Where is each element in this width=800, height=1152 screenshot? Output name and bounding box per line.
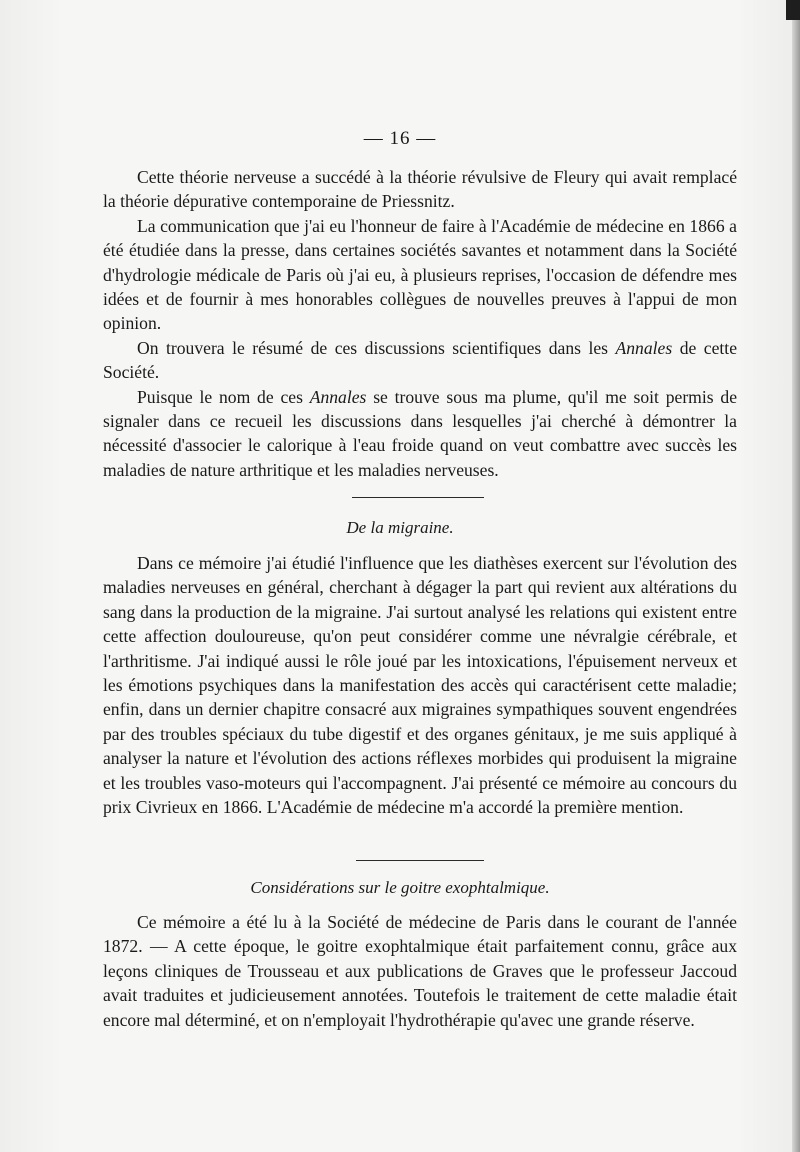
section-heading: Considérations sur le goitre exophtalmique.	[250, 878, 550, 897]
section-intro	[103, 165, 737, 482]
paragraph-text: se trouve sous ma plume, qu'il me soit permis de signaler dans ce recueil les discussions dans lesquelles j'ai cherché à démontrer la nécessité d'associer le calorique à l'eau froide quand on veut combattre avec succès les maladies de nature arthritique et les maladies nerveuses.	[103, 386, 737, 480]
page-edge-shadow	[792, 0, 800, 1152]
paragraph: Cette théorie nerveuse a succédé à la théorie révulsive de Fleury qui avait remplacé la théorie dépurative contemporaine de Priessnitz.	[103, 167, 737, 212]
section-migraine	[103, 551, 737, 819]
italic-text: Annales	[309, 386, 367, 407]
corner-mark	[786, 0, 800, 20]
section-divider	[352, 497, 484, 498]
section-heading: De la migraine.	[346, 518, 454, 537]
paragraph	[103, 336, 737, 385]
italic-text: Annales	[615, 337, 673, 358]
paragraph	[103, 385, 737, 483]
paragraph: La communication que j'ai eu l'honneur de faire à l'Académie de médecine en 1866 a été étudiée dans la presse, dans certaines sociétés savantes et notamment dans la Société d'hydrologie médicale de Paris où j'ai eu, à plusieurs reprises, l'occasion de défendre mes idées et de fournir à mes honorables collègues de nouvelles preuves à l'appui de mon opinion.	[103, 215, 737, 334]
paragraph-text: Puisque le nom de ces	[137, 386, 310, 407]
page-number: — 16 —	[363, 128, 437, 149]
paragraph: Ce mémoire a été lu à la Société de médecine de Paris dans le courant de l'année 1872. — A cette époque, le goitre exophtalmique était parfaitement connu, grâce aux leçons cliniques de Trousseau et aux publications de Graves que le professeur Jaccoud avait traduites et judicieusement annotées. Toutefois le traitement de cette maladie était encore mal déterminé, et on n'employait l'hydrothérapie qu'avec une grande réserve.	[103, 912, 737, 1030]
section-divider	[356, 860, 484, 861]
paragraph-text: On trouvera le résumé de ces discussions scientifiques dans les	[137, 337, 616, 358]
paragraph-text: de cette Société.	[103, 337, 737, 383]
paragraph: Dans ce mémoire j'ai étudié l'influence que les diathèses exercent sur l'évolution des maladies nerveuses en général, cherchant à dégager la part qui revient aux altérations du sang dans la production de la migraine. J'ai surtout analysé les relations qui existent entre cette affection douloureuse, qu'on peut considérer comme une névralgie cérébrale, et l'arthritisme. J'ai indiqué aussi le rôle joué par les intoxications, l'épuisement nerveux et les émotions psychiques dans la manifestation des accès qui caractérisent cette maladie; enfin, dans un dernier chapitre consacré aux migraines sympathiques souvent engendrées par des troubles spéciaux du tube digestif et des organes génitaux, je me suis appliqué à analyser la nature et l'évolution des actions réflexes morbides qui produisent la migraine et les troubles vaso-moteurs qui l'accompagnent. J'ai présenté ce mémoire au concours du prix Civrieux en 1866. L'Académie de médecine m'a accordé la première mention.	[103, 553, 737, 818]
section-goitre	[103, 910, 737, 1032]
